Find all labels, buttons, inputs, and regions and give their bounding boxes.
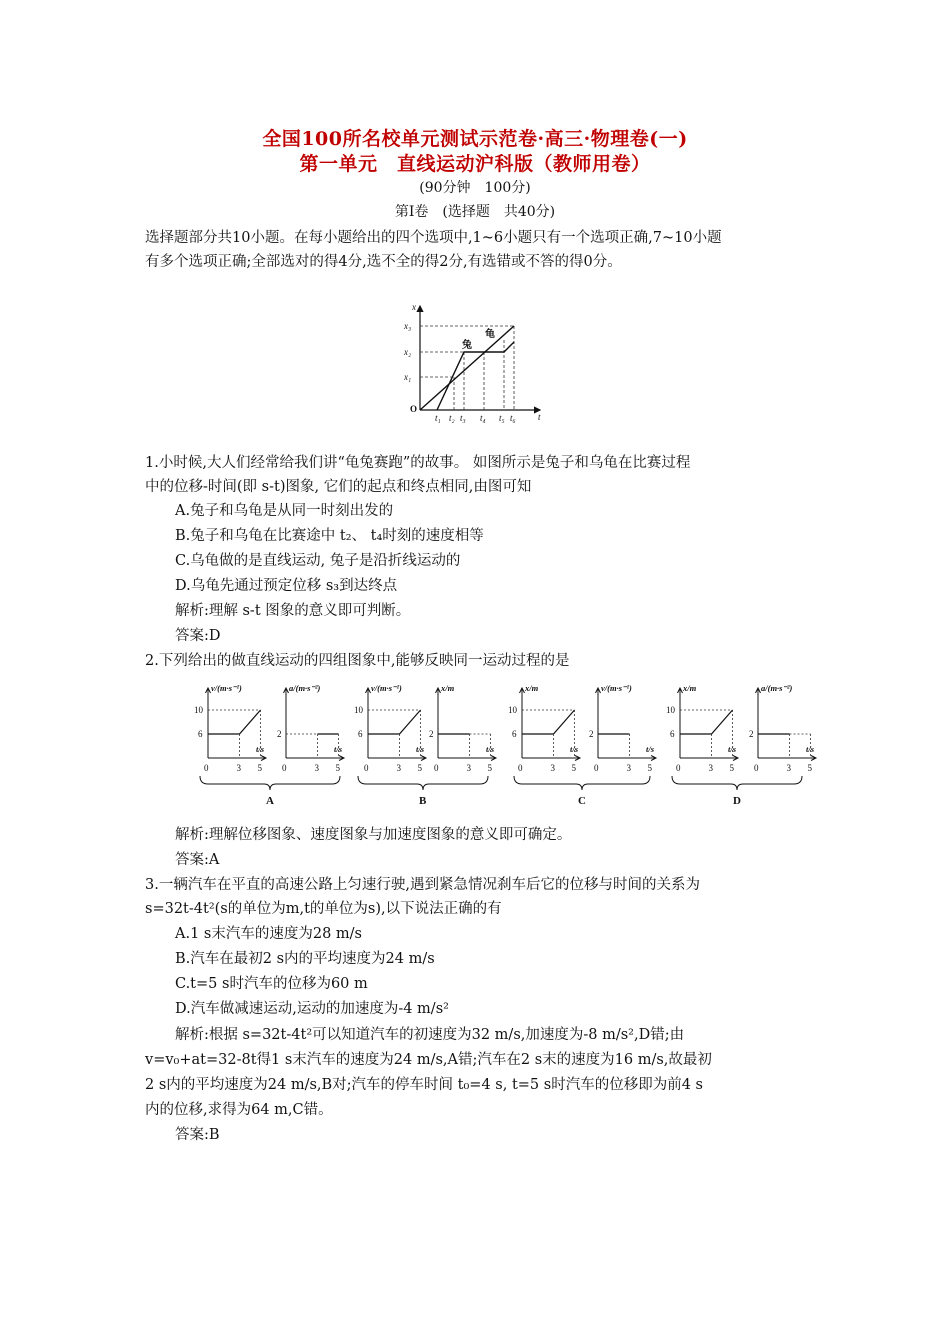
q3-stem: 3.一辆汽车在平直的高速公路上匀速行驶,遇到紧急情况刹车后它的位移与时间的关系为 xyxy=(145,877,700,893)
tick-label: 2 xyxy=(749,729,754,739)
instructions-line: 有多个选项正确;全部选对的得4分,选不全的得2分,有选错或不答的得0分。 xyxy=(145,254,622,270)
tick-label: 3 xyxy=(708,763,713,773)
tick-label: 6 xyxy=(670,729,675,739)
turtle-label: 龟 xyxy=(485,329,495,340)
tick-label: 0 xyxy=(364,763,369,773)
q1-option-c: C.乌龟做的是直线运动, 兔子是沿折线运动的 xyxy=(175,553,461,569)
graph-t-label: t/s xyxy=(416,744,425,754)
tick-label: 0 xyxy=(204,763,209,773)
x-tick: t₅ xyxy=(499,413,505,423)
y-tick: x₁ xyxy=(404,372,412,382)
tick-label: 10 xyxy=(666,705,675,715)
tortoise-hare-graph xyxy=(392,300,552,425)
q1-option-a: A.兔子和乌龟是从同一时刻出发的 xyxy=(175,503,394,519)
turtle-line xyxy=(420,326,514,410)
group-brace xyxy=(200,776,340,790)
tick-label: 6 xyxy=(198,729,203,739)
section-heading: 第Ⅰ卷 (选择题 共40分) xyxy=(394,204,556,220)
time-score: (90分钟 100分) xyxy=(419,180,531,196)
q1-answer: 答案:D xyxy=(175,628,221,644)
tick-label: 5 xyxy=(647,763,652,773)
rabbit-line xyxy=(437,342,514,410)
tick-label: 0 xyxy=(676,763,681,773)
group-brace xyxy=(358,776,488,790)
q3-analysis: v=v₀+at=32-8t得1 s末汽车的速度为24 m/s,A错;汽车在2 s末的速度为16 m/s,故最初 xyxy=(145,1052,712,1068)
graph-y-label: v/(m·s⁻¹) xyxy=(211,683,242,693)
graph-t-label: t/s xyxy=(486,744,495,754)
instructions-line: 选择题部分共10小题。在每小题给出的四个选项中,1~6小题只有一个选项正确,7~10小题 xyxy=(145,230,722,246)
tick-label: 2 xyxy=(589,729,594,739)
graph-line xyxy=(680,710,733,734)
q1-stem: 1.小时候,大人们经常给我们讲“龟兔赛跑”的故事。 如图所示是兔子和乌龟在比赛过程 xyxy=(145,455,691,471)
tick-label: 2 xyxy=(277,729,282,739)
q3-analysis: 解析:根据 s=32t-4t²可以知道汽车的初速度为32 m/s,加速度为-8 m/s²,D错;由 xyxy=(175,1027,685,1043)
graph-y-label: v/(m·s⁻¹) xyxy=(601,683,632,693)
q1-stem: 中的位移-时间(即 s-t)图象, 它们的起点和终点相同,由图可知 xyxy=(145,479,532,495)
tick-label: 5 xyxy=(807,763,812,773)
tick-label: 5 xyxy=(729,763,734,773)
tick-label: 2 xyxy=(429,729,434,739)
graph-t-label: t/s xyxy=(646,744,655,754)
graph-t-label: t/s xyxy=(806,744,815,754)
graph-line xyxy=(368,710,421,734)
graph-line xyxy=(208,710,261,734)
x-tick: t₂ xyxy=(449,413,455,423)
graph-t-label: t/s xyxy=(256,744,265,754)
group-brace xyxy=(672,776,802,790)
tick-label: 10 xyxy=(508,705,517,715)
rabbit-label: 兔 xyxy=(462,340,472,351)
tick-label: 5 xyxy=(417,763,422,773)
tick-label: 5 xyxy=(257,763,262,773)
q1-analysis: 解析:理解 s-t 图象的意义即可判断。 xyxy=(175,603,411,619)
q2-graph-groups xyxy=(190,680,820,810)
q3-stem: s=32t-4t²(s的单位为m,t的单位为s),以下说法正确的有 xyxy=(145,901,502,917)
q3-option-b: B.汽车在最初2 s内的平均速度为24 m/s xyxy=(175,951,435,967)
tick-label: 6 xyxy=(512,729,517,739)
group-brace xyxy=(514,776,650,790)
q3-option-d: D.汽车做减速运动,运动的加速度为-4 m/s² xyxy=(175,1001,449,1017)
graph-y-label: a/(m·s⁻²) xyxy=(761,683,793,693)
q1-option-b: B.兔子和乌龟在比赛途中 t₂、 t₄时刻的速度相等 xyxy=(175,528,484,544)
tick-label: 0 xyxy=(282,763,287,773)
tick-label: 3 xyxy=(396,763,401,773)
tick-label: 3 xyxy=(786,763,791,773)
tick-label: 3 xyxy=(466,763,471,773)
q3-option-c: C.t=5 s时汽车的位移为60 m xyxy=(175,976,368,992)
tick-label: 3 xyxy=(314,763,319,773)
graph-t-label: t/s xyxy=(570,744,579,754)
tick-label: 3 xyxy=(550,763,555,773)
graph-y-label: x/m xyxy=(441,683,455,693)
group-label: A xyxy=(266,795,274,807)
group-label: B xyxy=(419,795,427,807)
graph-y-label: x/m xyxy=(683,683,697,693)
unit-title: 第一单元 直线运动沪科版（教师用卷） xyxy=(299,153,651,175)
q2-answer: 答案:A xyxy=(175,852,220,868)
tick-label: 0 xyxy=(594,763,599,773)
y-tick: x₃ xyxy=(404,321,412,331)
t-axis-label: t xyxy=(538,412,541,422)
origin-label: O xyxy=(410,404,418,414)
y-tick: x₂ xyxy=(404,347,412,357)
x-axis-label: x xyxy=(412,302,416,312)
q1-option-d: D.乌龟先通过预定位移 s₃到达终点 xyxy=(175,578,398,594)
tick-label: 5 xyxy=(335,763,340,773)
graph-y-label: v/(m·s⁻¹) xyxy=(371,683,402,693)
graph-line xyxy=(522,710,575,734)
graph-y-label: a/(m·s⁻²) xyxy=(289,683,321,693)
q3-option-a: A.1 s末汽车的速度为28 m/s xyxy=(175,926,362,942)
tick-label: 5 xyxy=(571,763,576,773)
q3-analysis: 内的位移,求得为64 m,C错。 xyxy=(145,1102,333,1118)
tick-label: 3 xyxy=(626,763,631,773)
q2-stem: 2.下列给出的做直线运动的四组图象中,能够反映同一运动过程的是 xyxy=(145,653,570,669)
tick-label: 0 xyxy=(518,763,523,773)
graph-t-label: t/s xyxy=(334,744,343,754)
graph-t-label: t/s xyxy=(728,744,737,754)
group-label: D xyxy=(733,795,741,807)
tick-label: 10 xyxy=(194,705,203,715)
q3-analysis: 2 s内的平均速度为24 m/s,B对;汽车的停车时间 t₀=4 s, t=5 s时汽车的位移即为前4 s xyxy=(145,1077,703,1093)
x-tick: t₄ xyxy=(480,413,486,423)
exam-title: 全国100所名校单元测试示范卷·高三·物理卷(一) xyxy=(262,128,688,150)
q2-analysis: 解析:理解位移图象、速度图象与加速度图象的意义即可确定。 xyxy=(175,827,572,843)
x-tick: t₆ xyxy=(510,413,516,423)
tick-label: 3 xyxy=(236,763,241,773)
x-tick: t₃ xyxy=(460,413,466,423)
tick-label: 5 xyxy=(487,763,492,773)
tick-label: 0 xyxy=(434,763,439,773)
tick-label: 6 xyxy=(358,729,363,739)
q3-answer: 答案:B xyxy=(175,1127,220,1143)
group-label: C xyxy=(578,795,586,807)
graph-y-label: x/m xyxy=(525,683,539,693)
tick-label: 10 xyxy=(354,705,363,715)
tick-label: 0 xyxy=(754,763,759,773)
x-tick: t₁ xyxy=(435,413,441,423)
